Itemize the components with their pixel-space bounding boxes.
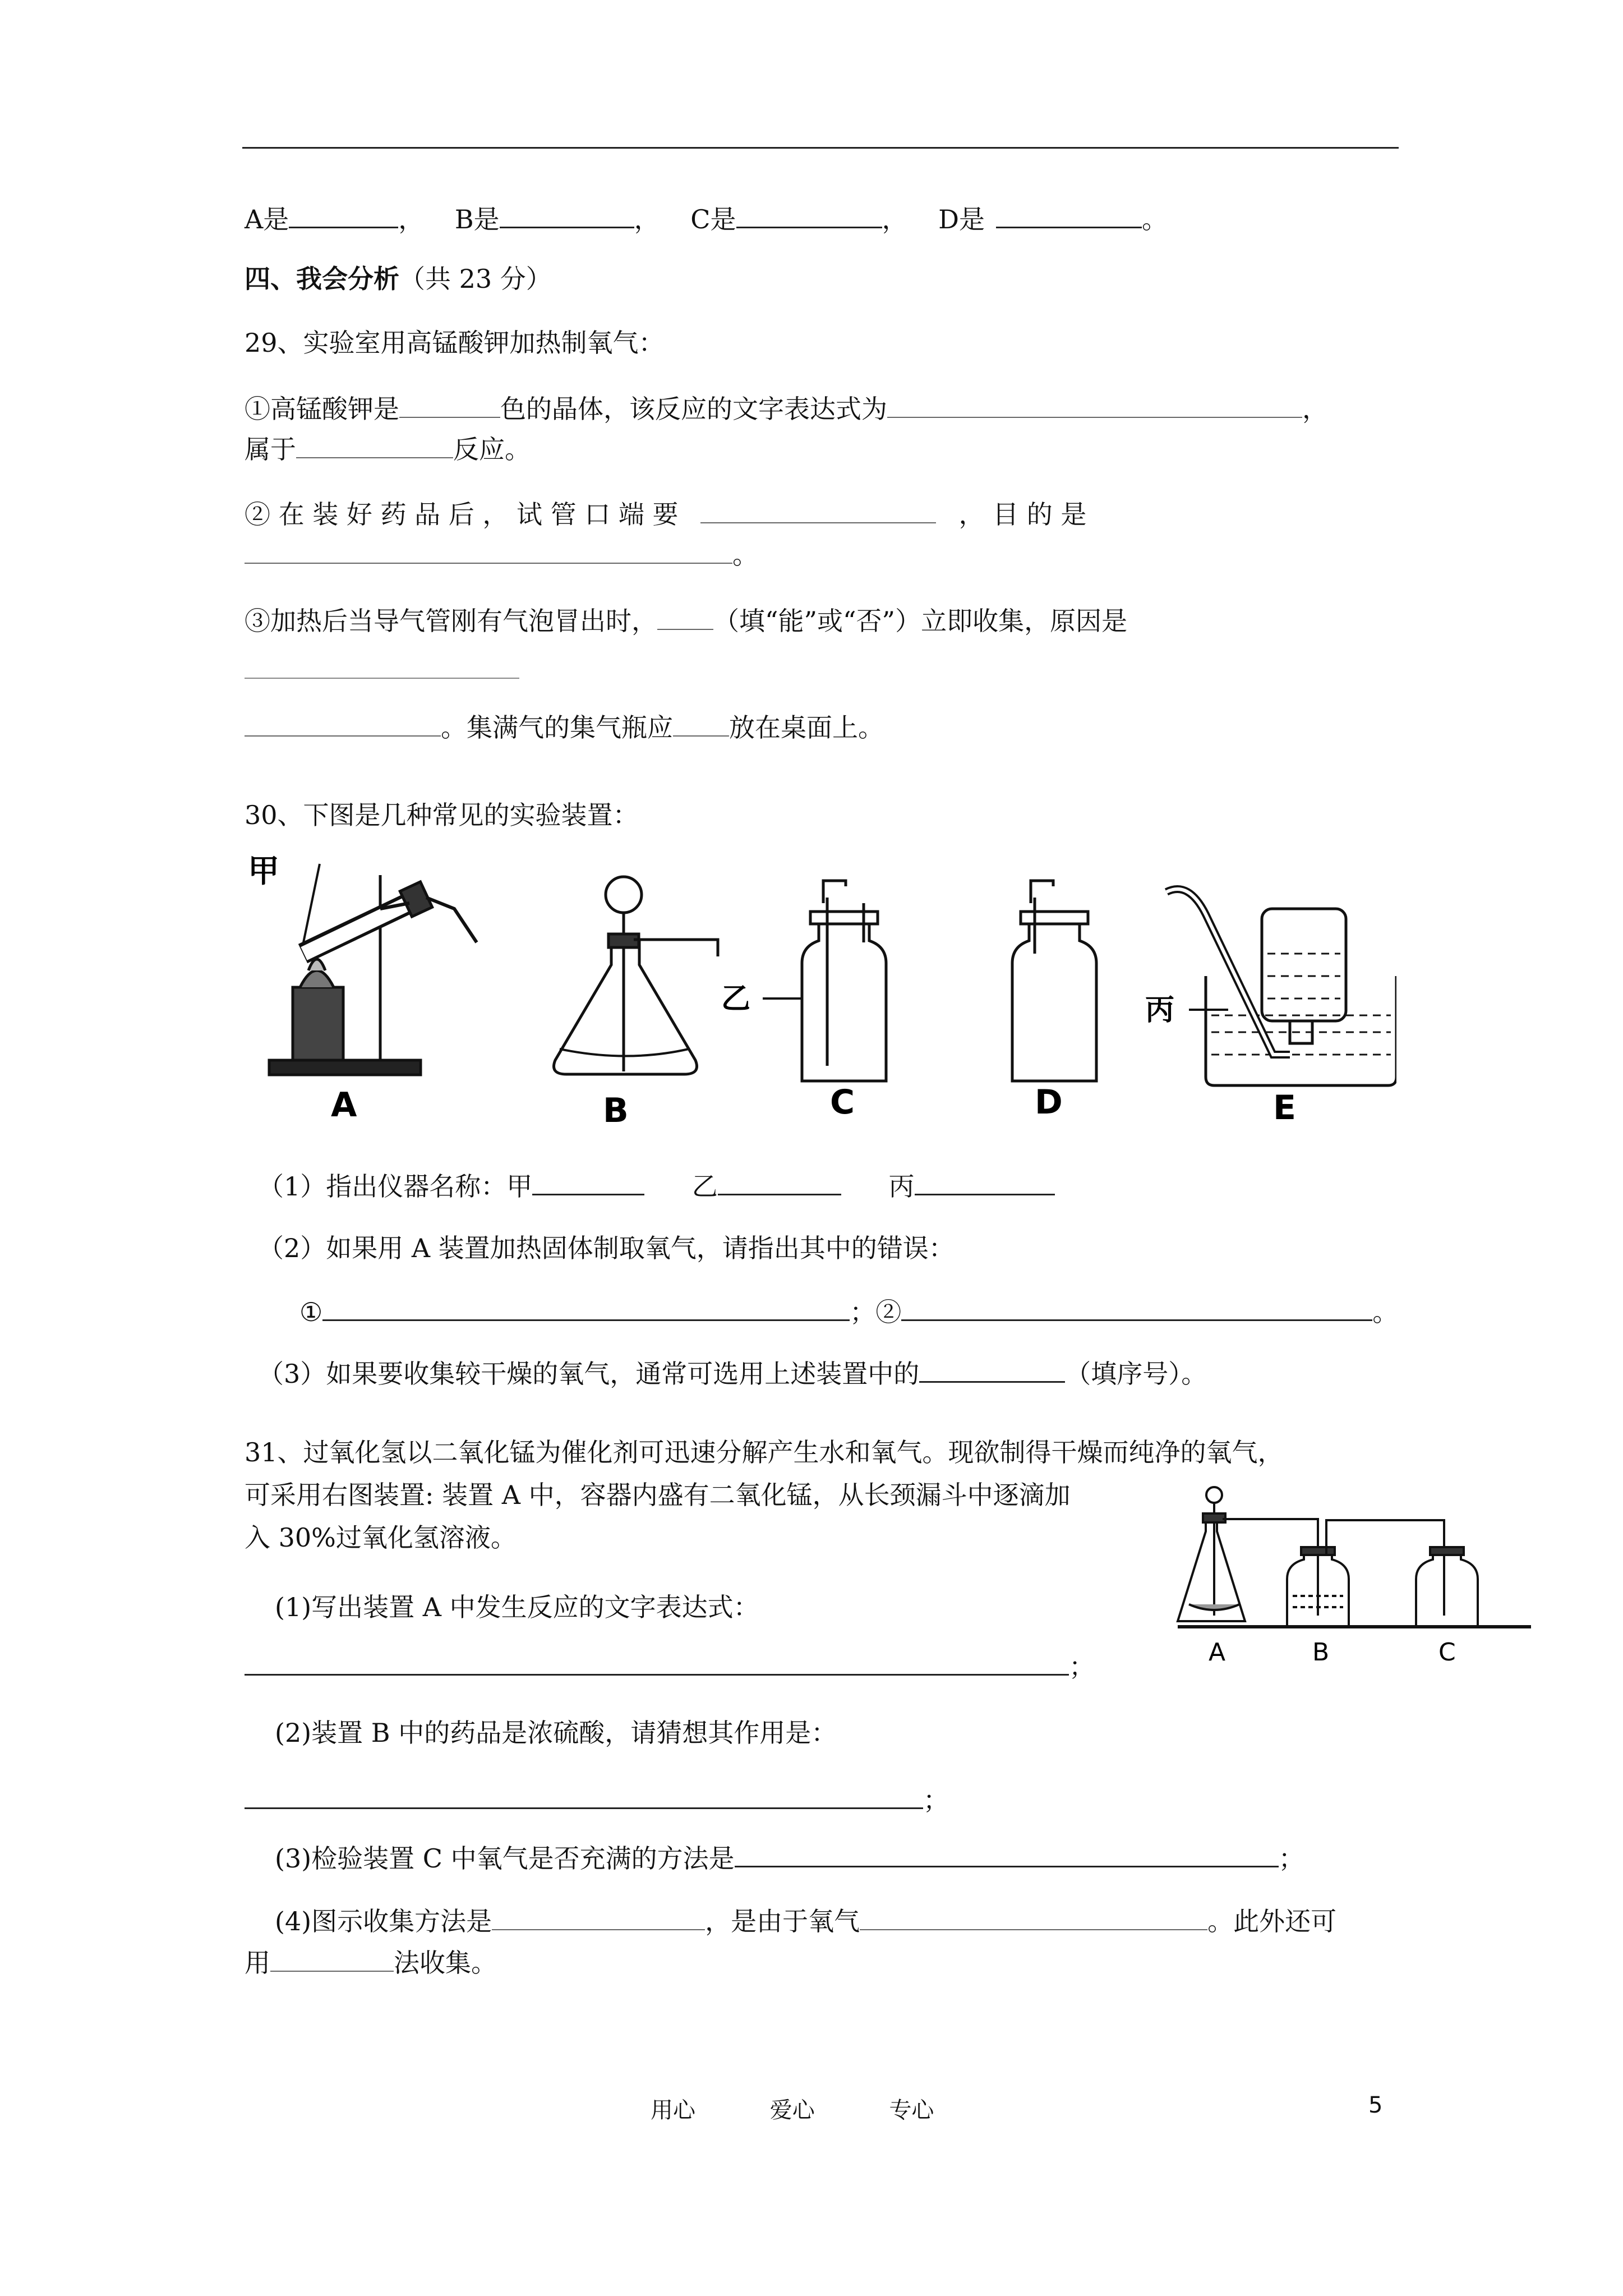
blank-color[interactable]: [399, 394, 500, 418]
fig31-label-a: A: [1209, 1638, 1226, 1667]
blank-c[interactable]: [736, 204, 882, 228]
blank-alt-method[interactable]: [270, 1948, 394, 1972]
page-number: 5: [1368, 2092, 1383, 2118]
q29-stem: 29、实验室用高锰酸钾加热制氧气：: [245, 328, 665, 358]
blank-jia[interactable]: [532, 1171, 644, 1195]
blank-yi[interactable]: [718, 1171, 841, 1195]
apparatus-d: [1012, 881, 1096, 1081]
blank-a[interactable]: [289, 204, 398, 228]
q30-sub1: （1）指出仪器名称：甲 乙 丙: [258, 1170, 1055, 1204]
apparatus-figure: [241, 841, 1396, 1144]
fig31-label-c: C: [1438, 1638, 1456, 1667]
label-b: B: [603, 1091, 629, 1130]
q31-sub4-line2: 用 法收集。: [245, 1948, 497, 1978]
blank-b[interactable]: [500, 204, 634, 228]
q31-sub1: (1)写出装置 A 中发生反应的文字表达式：: [275, 1592, 759, 1622]
blank-reason-line1[interactable]: [245, 678, 519, 679]
blank-reaction-type[interactable]: [296, 435, 453, 458]
blank-error-1[interactable]: [322, 1297, 850, 1321]
q31-line2: 可采用右图装置: 装置 A 中，容器内盛有二氧化锰，从长颈漏斗中逐滴加: [245, 1480, 1071, 1510]
blank-check-method[interactable]: [735, 1843, 1279, 1867]
footer-slogan: 用心 爱心 专心: [651, 2097, 934, 2123]
apparatus-b: [554, 877, 718, 1074]
label-c: C是: [690, 204, 736, 234]
q29-part3-line1: ③加热后当导气管刚有气泡冒出时， （填“能”或“否”）立即收集，原因是: [245, 606, 1128, 636]
blank-purpose[interactable]: [245, 540, 732, 564]
blank-d[interactable]: [996, 204, 1142, 228]
q30-sub2: （2）如果用 A 装置加热固体制取氧气，请指出其中的错误：: [258, 1233, 955, 1263]
label-b: B是: [454, 204, 500, 234]
apparatus-c: [802, 881, 886, 1081]
blank-equation[interactable]: [887, 394, 1302, 418]
q29-part2-line2: 。: [245, 539, 758, 572]
q28-answer-line: A是 ， B是 ， C是 ， D是 。: [245, 204, 1168, 234]
section-heading: [245, 263, 552, 296]
q31-line3: 入 30%过氧化氢溶液。: [245, 1522, 517, 1553]
apparatus-a: [269, 864, 477, 1075]
q31-sub2-answer: ；: [245, 1784, 949, 1818]
q30-sub2-answers: ① ；② 。: [299, 1297, 1399, 1327]
blank-collection-method[interactable]: [492, 1907, 705, 1930]
blank-can-collect[interactable]: [657, 606, 713, 630]
blank-oxygen-property[interactable]: [860, 1907, 1207, 1930]
blank-word-equation[interactable]: [245, 1651, 1069, 1676]
label-e: E: [1273, 1088, 1296, 1128]
q31-sub1-answer: ；: [245, 1650, 1095, 1684]
callout-yi: 乙: [721, 982, 751, 1016]
q31-line1: 31、过氧化氢以二氧化锰为催化剂可迅速分解产生水和氧气。现欲制得干燥而纯净的氧气，: [245, 1437, 1284, 1467]
q29-part1-line1: ①高锰酸钾是 色的晶体，该反应的文字表达式为 ，: [245, 394, 1328, 424]
blank-tube-mouth[interactable]: [700, 500, 936, 523]
section-title: 四、我会分析: [245, 264, 399, 294]
blank-reason-line2[interactable]: [245, 713, 441, 737]
q30-sub3: （3）如果要收集较干燥的氧气，通常可选用上述装置中的 （填序号）。: [258, 1359, 1207, 1389]
label-c: C: [830, 1083, 855, 1122]
section-points: （共 23 分）: [399, 264, 552, 294]
apparatus-e: [1166, 889, 1396, 1085]
label-a: A: [331, 1085, 357, 1125]
blank-sulfuric-role[interactable]: [245, 1785, 923, 1809]
q29-part2-line1: ② 在 装 好 药 品 后 ， 试 管 口 端 要 ， 目 的 是: [245, 499, 1087, 530]
blank-bottle-position[interactable]: [673, 713, 729, 737]
blank-error-2[interactable]: [901, 1297, 1372, 1321]
header-rule: [242, 147, 1399, 149]
label-a: A是: [245, 204, 289, 234]
q30-stem: 30、下图是几种常见的实验装置：: [245, 800, 639, 830]
q31-sub3: (3)检验装置 C 中氧气是否充满的方法是 ；: [275, 1843, 1304, 1874]
blank-dry-oxygen[interactable]: [919, 1359, 1065, 1383]
label-d: D是: [938, 204, 985, 234]
callout-jia: 甲: [248, 853, 279, 890]
callout-bing: 丙: [1145, 993, 1175, 1027]
q31-sub4-line1: (4)图示收集方法是 ，是由于氧气 。此外还可: [275, 1906, 1337, 1936]
q31-apparatus-figure: [1172, 1475, 1542, 1688]
q31-sub2: (2)装置 B 中的药品是浓硫酸，请猜想其作用是：: [275, 1718, 837, 1748]
q29-part1-line2: 属于 反应。: [245, 434, 531, 464]
fig31-label-b: B: [1312, 1638, 1330, 1667]
q29-part3-line2: 。集满气的集气瓶应 放在桌面上。: [245, 711, 884, 745]
label-d: D: [1035, 1083, 1063, 1122]
blank-bing[interactable]: [915, 1171, 1055, 1195]
